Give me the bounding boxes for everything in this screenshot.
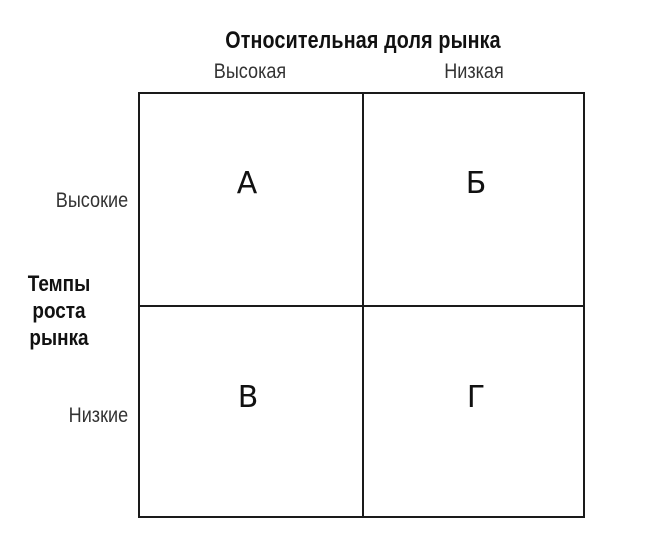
row-axis-title-line-3: рынка	[29, 325, 89, 350]
cell-top-right-letter: Б	[465, 166, 487, 201]
cell-bottom-right-letter: Г	[466, 380, 486, 415]
column-label-high: Высокая	[213, 60, 287, 83]
row-label-high: Высокие	[55, 189, 128, 212]
matrix-title-relative-market-share: Относительная доля рынка	[225, 27, 501, 54]
row-axis-title-line-2: роста	[32, 298, 86, 323]
row-label-low: Низкие	[68, 404, 128, 427]
row-axis-title-market-growth	[8, 270, 109, 351]
column-label-low: Низкая	[444, 60, 504, 83]
matrix-horizontal-divider	[138, 305, 585, 307]
cell-bottom-left-letter: В	[237, 380, 259, 415]
cell-top-left-letter: А	[236, 166, 258, 201]
row-axis-title-line-1: Темпы	[27, 271, 91, 296]
